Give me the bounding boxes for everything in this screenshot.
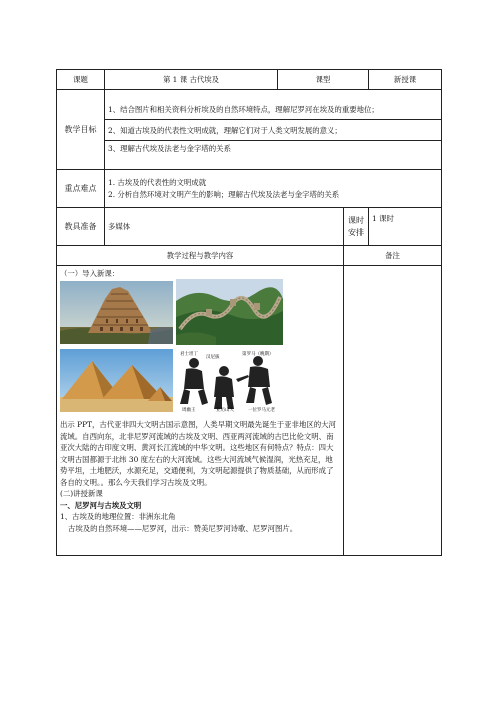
materials-value: 多媒体 — [105, 208, 344, 246]
intro-paragraph: 出示 PPT，古代亚非四大文明古国示意图，人类早期文明最先诞生于亚非地区的大河流域。自西向东，北非尼罗河流域的古埃及文明、西亚两河流域的古巴比伦文明、南亚次大陆的古印度文明、黄河长江流域的中华文明。这些地区有何特点？特点：四大文明古国都源于北纬 30 度左右的大河流域。这些大河流域气候湿润，光热充足，地势平坦，土地肥沃，水源充足，交通便利，为文明起源提供了物质基础，从而形成了各自的文明。。那么今天我们学习古埃及文明。 — [60, 420, 336, 487]
tower-of-babel-image — [60, 281, 173, 344]
goals-list — [105, 90, 442, 170]
section-title: 一、尼罗河与古埃及文明 — [60, 500, 142, 510]
process-header: 教学过程与教学内容 — [57, 246, 344, 266]
sketch-label: 第罗马（晚期） — [242, 352, 274, 358]
goal-item: 1、结合图片和相关资料分析埃及的自然环境特点，理解尼罗河在埃及的重要地位； — [105, 102, 441, 119]
point-environment: 古埃及的自然环境——尼罗河，出示：赞美尼罗河诗歌、尼罗河图片。 — [68, 523, 298, 533]
key-point-item: 1. 古埃及的代表性的文明成就 — [108, 178, 207, 188]
goal-item: 3、理解古代埃及法老与金字塔的关系 — [105, 140, 441, 156]
lesson-type-value: 新授课 — [369, 70, 442, 90]
hours-label: 课时安排 — [344, 208, 369, 246]
sketch-label: 君士坦丁 — [180, 352, 198, 358]
key-point-item: 2. 分析自然环境对文明产生的影响；理解古代埃及法老与金字塔的关系 — [108, 189, 340, 199]
hours-value: 1 课时 — [369, 208, 442, 246]
topic-label: 课题 — [57, 70, 105, 90]
goal-item: 2、知道古埃及的代表性文明成就，理解它们对于人类文明发展的意义； — [108, 125, 342, 135]
sketch-label: 汉尼拔 — [206, 355, 220, 361]
intro-heading: （一）导入新课： — [60, 269, 120, 278]
sketch-label: 一位罗马元老 — [248, 408, 275, 413]
lesson-type-label: 课型 — [278, 70, 369, 90]
key-points-label: 重点难点 — [57, 170, 105, 208]
pyramids-image — [60, 349, 173, 412]
goals-label: 教学目标 — [57, 90, 105, 170]
intro-images — [60, 279, 340, 413]
materials-label: 教具准备 — [57, 208, 105, 246]
great-wall-image — [176, 279, 283, 345]
point-location: 1、古埃及的地理位置：非洲东北角 — [60, 512, 176, 522]
lesson-content — [57, 266, 344, 556]
lesson-plan-table — [56, 69, 442, 556]
sketch-label: 亚历山大 — [216, 408, 234, 413]
sketch-label: 周幽王 — [182, 408, 196, 413]
notes-cell — [344, 266, 442, 556]
ancient-figures-sketch-image — [176, 349, 283, 412]
new-lesson-heading: (二)讲授新课 — [60, 489, 103, 499]
lesson-title: 第 1 课 古代埃及 — [105, 70, 278, 90]
key-points-list — [105, 170, 442, 208]
notes-header: 备注 — [344, 246, 442, 266]
